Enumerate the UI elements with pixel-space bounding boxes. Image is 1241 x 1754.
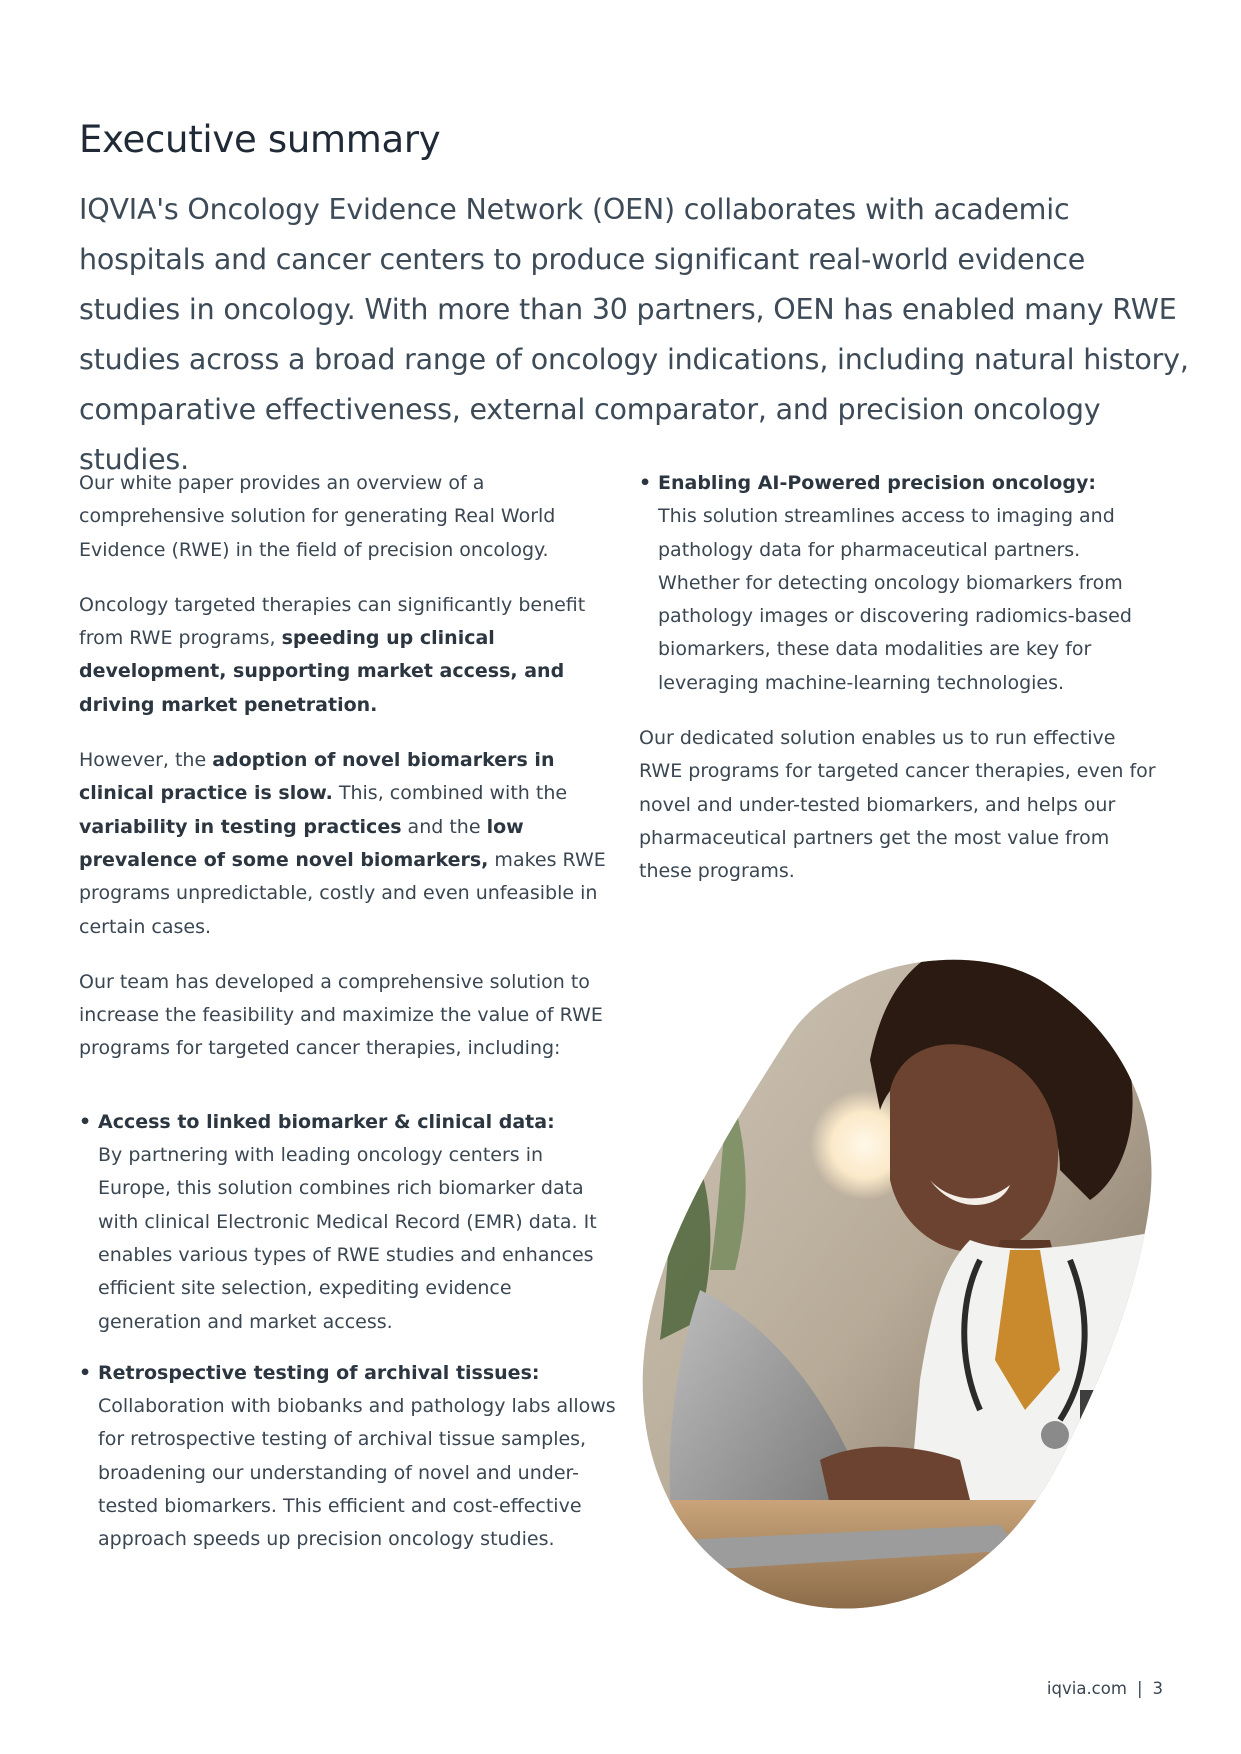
list-item-text: By partnering with leading oncology centers in Europe, this solution combines rich biomarker data with clinical Electronic Medical Record (EMR) data. It enables various types of RWE studies and enhances efficient site selection, expediting evidence generation and market access. bbox=[98, 1144, 597, 1333]
bullet-icon: • bbox=[639, 472, 652, 494]
footer-site: iqvia.com bbox=[1046, 1679, 1127, 1698]
list-item bbox=[79, 1357, 619, 1557]
benefits-paragraph: Oncology targeted therapies can significantly benefit from RWE programs, speeding up clinical development, supporting market access, and driving market penetration. bbox=[79, 593, 586, 716]
lead-paragraph: IQVIA's Oncology Evidence Network (OEN) collaborates with academic hospitals and cancer centers to produce significant real-world evidence studies in oncology. With more than 30 partners, OEN has enabled many RWE studies across a broad range of oncology indications, including natural history, comparative effectiveness, external comparator, and precision oncology studies. bbox=[79, 193, 1189, 476]
bullet-icon: • bbox=[79, 1110, 92, 1133]
page-number: 3 bbox=[1152, 1679, 1163, 1698]
challenges-paragraph: However, the adoption of novel biomarkers in clinical practice is slow. This, combined with the variability in testing practices and the low prevalence of some novel biomarkers, makes RWE programs unpredictable, costly and even unfeasible in certain cases. bbox=[79, 749, 606, 938]
list-item-heading: Retrospective testing of archival tissues: bbox=[98, 1361, 540, 1384]
left-column bbox=[79, 467, 619, 1575]
right-column bbox=[639, 467, 1159, 911]
solution-paragraph: Our team has developed a comprehensive solution to increase the feasibility and maximize the value of RWE programs for targeted cancer therapies, including: bbox=[79, 970, 603, 1060]
page-title: Executive summary bbox=[79, 118, 441, 161]
bullet-icon: • bbox=[79, 1361, 92, 1384]
doctor-photo bbox=[640, 940, 1170, 1612]
list-item-heading: Enabling AI-Powered precision oncology: bbox=[658, 472, 1096, 494]
closing-paragraph: Our dedicated solution enables us to run effective RWE programs for targeted cancer therapies, even for novel and under-tested biomarkers, and helps our pharmaceutical partners get the most value from these programs. bbox=[639, 727, 1156, 883]
page-footer bbox=[1047, 1679, 1163, 1698]
list-item bbox=[79, 1106, 619, 1339]
solution-list bbox=[79, 1106, 619, 1557]
benefits-emphasis: speeding up clinical development, supporting market access, and driving market penetration. bbox=[79, 627, 565, 716]
footer-separator: | bbox=[1136, 1679, 1143, 1698]
list-item-text: This solution streamlines access to imaging and pathology data for pharmaceutical partners. Whether for detecting oncology biomarkers from pathology images or discovering radiomics-based biomarkers, these data modalities are key for leveraging machine-learning technologies. bbox=[658, 505, 1132, 694]
list-item bbox=[639, 467, 1159, 700]
intro-paragraph: Our white paper provides an overview of a comprehensive solution for generating Real World Evidence (RWE) in the field of precision oncology. bbox=[79, 472, 556, 561]
list-item-heading: Access to linked biomarker & clinical data: bbox=[98, 1110, 555, 1133]
list-item-text: Collaboration with biobanks and pathology labs allows for retrospective testing of archival tissue samples, broadening our understanding of novel and under-tested biomarkers. This efficient and cost-effective approach speeds up precision oncology studies. bbox=[98, 1395, 616, 1551]
